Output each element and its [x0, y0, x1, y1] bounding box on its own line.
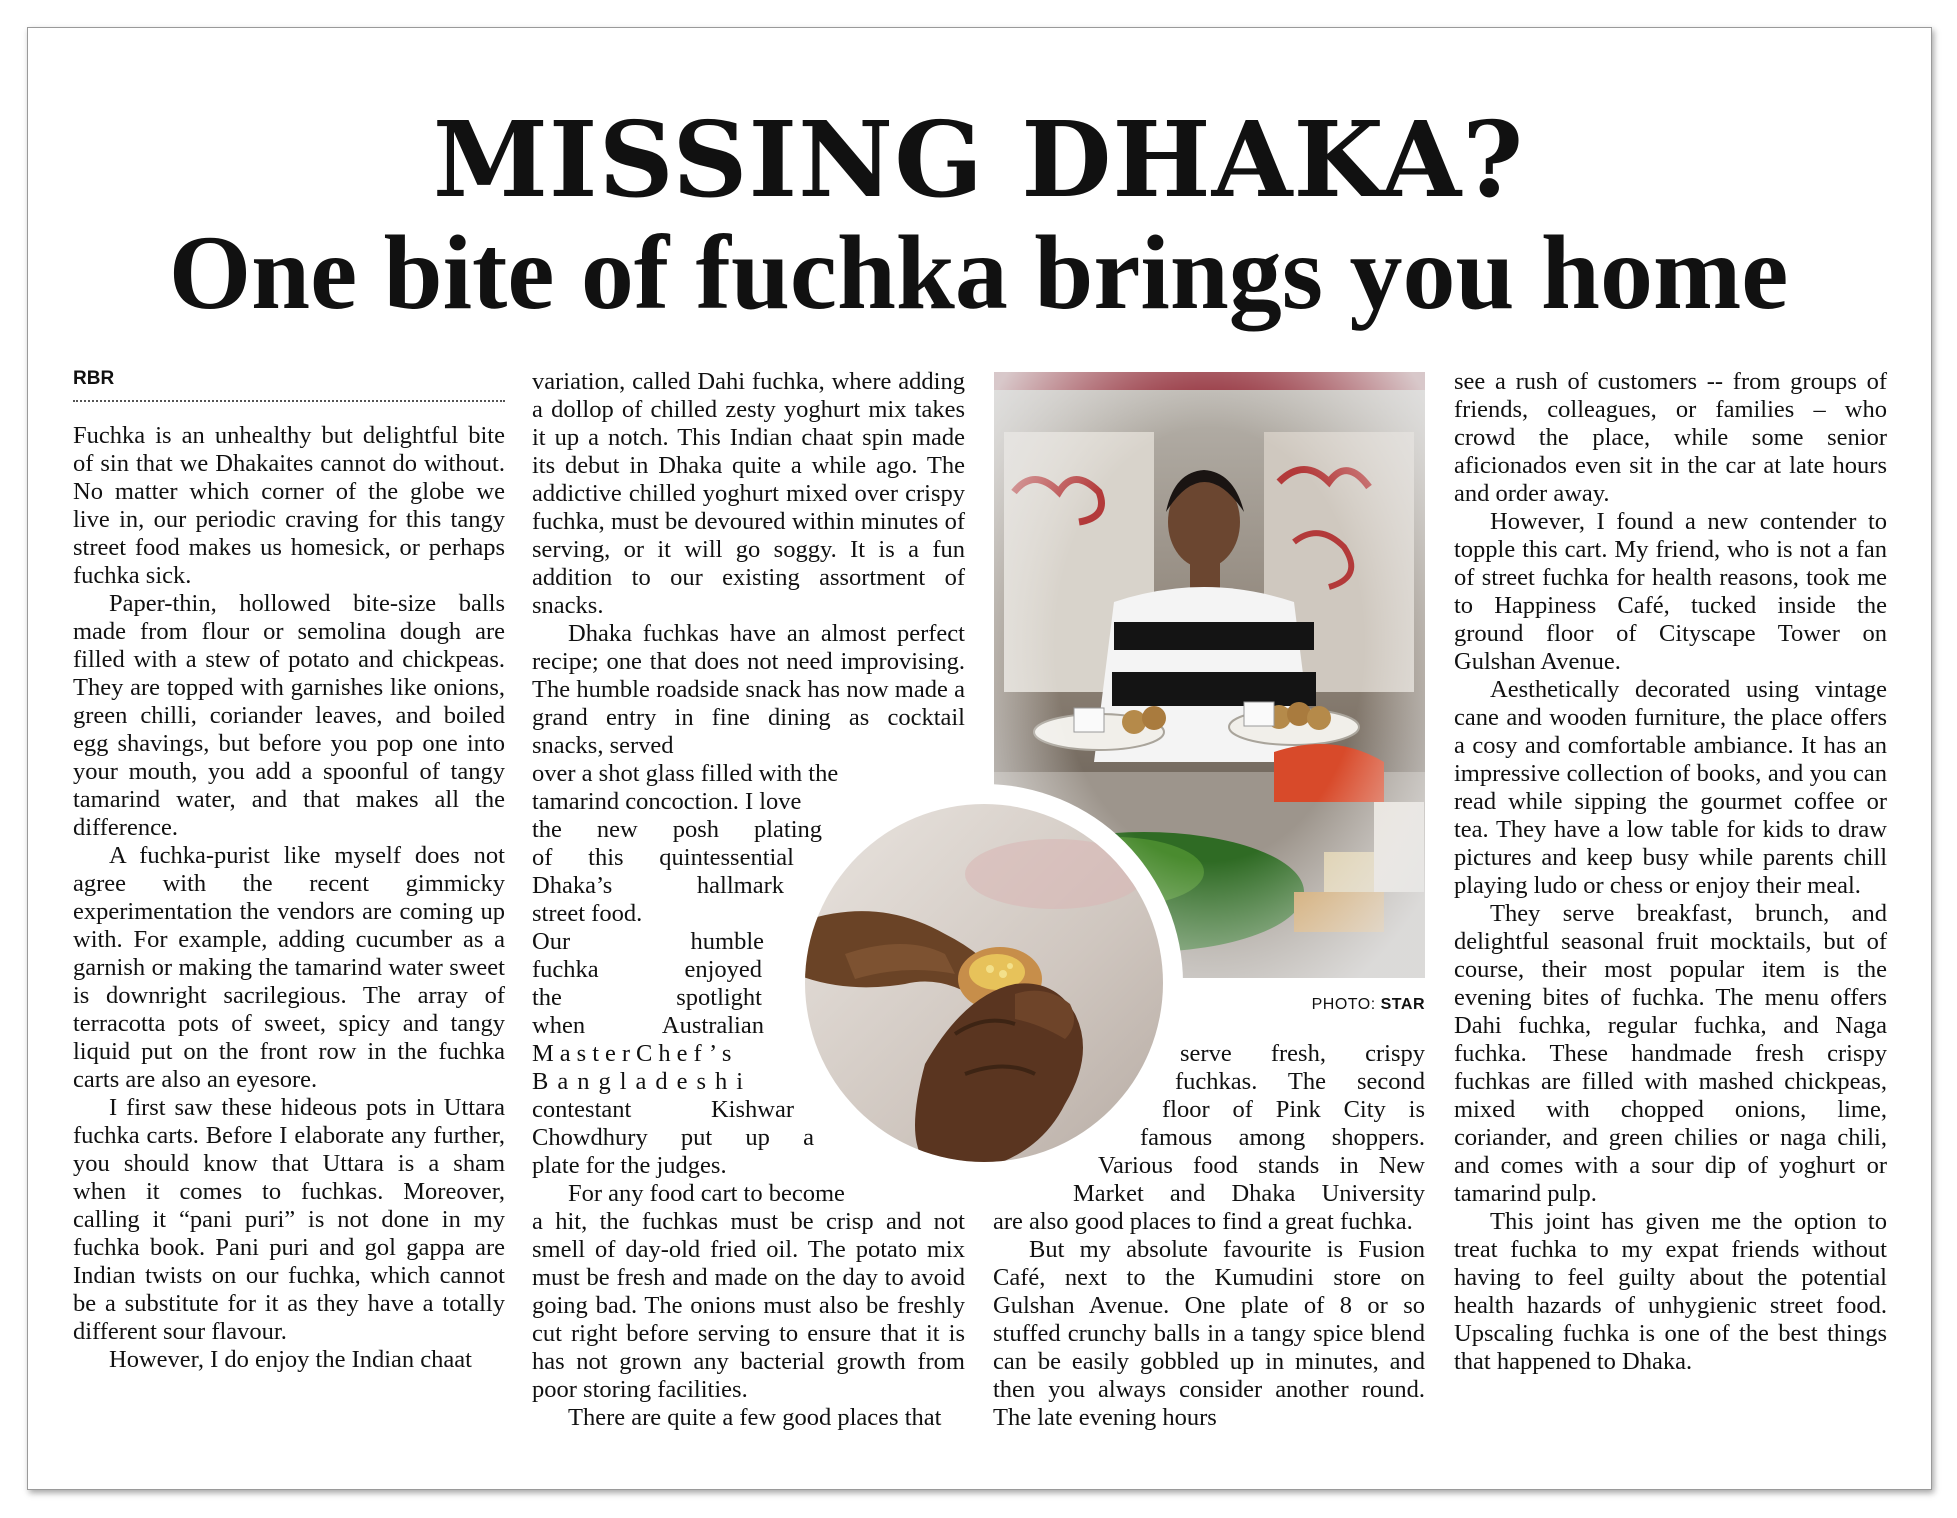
column-2-wrap-line: the new posh plating	[532, 816, 822, 843]
column-2-wrap-line: when Australian	[532, 1012, 764, 1039]
paragraph: This joint has given me the option to treat fuchka to my expat friends without having to feel guilty about the potential health hazards of unhygienic street food. Upscaling fuchka is one of the best things that happened to Dhaka.	[1454, 1208, 1887, 1375]
column-3-wrap-line: Market and Dhaka University	[1073, 1180, 1425, 1207]
column-2-wrap-line: over a shot glass filled with the	[532, 760, 839, 787]
column-2	[532, 368, 965, 760]
paragraph: Paper-thin, hollowed bite-size balls made from flour or semolina dough are filled with a stew of potato and chickpeas. They are topped with garnishes like onions, green chilli, coriander leaves, and boiled egg shavings, but before you pop one into your mouth, you add a spoonful of tangy tamarind water, and that makes all the difference.	[73, 590, 505, 841]
paragraph: Fuchka is an unhealthy but delightful bite of sin that we Dhakaites cannot do without. No matter which corner of the globe we live in, our periodic craving for this tangy street food makes us homesick, or perhaps fuchka sick.	[73, 422, 505, 589]
paragraph: variation, called Dahi fuchka, where adding a dollop of chilled zesty yoghurt mix takes it up a notch. This Indian chaat spin made its debut in Dhaka quite a while ago. The addictive chilled yoghurt mixed over crispy fuchka, must be devoured within minutes of serving, or it will go soggy. It is a fun addition to our existing assortment of snacks.	[532, 368, 965, 619]
column-2-wrap-line: of this quintessential	[532, 844, 794, 871]
paragraph: see a rush of customers -- from groups of friends, colleagues, or families – who crowd the place, while some senior aficionados even sit in the car at late hours and order away.	[1454, 368, 1887, 507]
paragraph: However, I do enjoy the Indian chaat	[109, 1346, 472, 1373]
photo-credit: PHOTO: STAR	[1311, 996, 1425, 1013]
column-2-wrap-line: street food.	[532, 900, 643, 927]
column-2-wrap-line: MasterChef’s	[532, 1040, 738, 1067]
column-2-wrap-line: the spotlight	[532, 984, 762, 1011]
column-2-wrap-line: plate for the judges.	[532, 1152, 727, 1179]
hand-holding-fuchka-art	[805, 804, 1163, 1162]
column-3-wrap-line: serve fresh, crispy	[1180, 1040, 1425, 1067]
paragraph: There are quite a few good places that	[568, 1404, 942, 1431]
byline: RBR	[73, 368, 505, 402]
paragraph: Aesthetically decorated using vintage cane and wooden furniture, the place offers a cosy and comfortable ambiance. It has an impressive collection of books, and you can read while sipping the gourmet coffee or tea. They have a low table for kids to draw pictures and keep busy while parents chill playing ludo or chess or enjoy their meal.	[1454, 676, 1887, 899]
column-2-bottom	[532, 1208, 965, 1432]
column-2-wrap-line: tamarind concoction. I love	[532, 788, 802, 815]
paragraph: A fuchka-purist like myself does not agree with the recent gimmicky experimentation the vendors are coming up with. For example, adding cucumber as a garnish or making the tamarind water sweet is downright sacrilegious. The array of terracotta pots of sweet, spicy and tangy liquid put on the front row in the fuchka carts are also an eyesore.	[73, 842, 505, 1093]
paragraph: However, I found a new contender to topple this cart. My friend, who is not a fan of street fuchka for health reasons, took me to Happiness Café, tucked inside the ground floor of Cityscape Tower on Gulshan Avenue.	[1454, 508, 1887, 675]
column-2-wrap-line: contestant Kishwar	[532, 1096, 794, 1123]
column-2-wrap-line: Dhaka’s hallmark	[532, 872, 784, 899]
column-3-wrap-line: famous among shoppers.	[1140, 1124, 1425, 1151]
paragraph: I first saw these hideous pots in Uttara fuchka carts. Before I elaborate any further, you should know that Uttara is a sham when it comes to fuchkas. Moreover, calling it “pani puri” is not done in my fuchka book. Pani puri and gol gappa are Indian twists on our fuchka, which cannot be a substitute for it as they have a totally different sour flavour.	[73, 1094, 505, 1345]
paragraph: They serve breakfast, brunch, and delightful seasonal fruit mocktails, but of course, their most popular item is the evening bites of fuchka. The menu offers Dahi fuchka, regular fuchka, and Naga fuchka. These handmade fresh crispy fuchkas are filled with mashed chickpeas, mixed with chopped onions, lime, coriander, and green chilies or naga chili, and comes with a sour dip of yoghurt or tamarind pulp.	[1454, 900, 1887, 1207]
column-3-wrap-line: Various food stands in New	[1098, 1152, 1425, 1179]
column-4	[1454, 368, 1887, 1376]
column-2-wrap-line: fuchka enjoyed	[532, 956, 762, 983]
column-2-wrap-line: For any food cart to become	[568, 1180, 845, 1207]
column-3-bottom	[993, 1208, 1425, 1432]
paragraph: are also good places to find a great fuchka.	[993, 1208, 1413, 1235]
column-2-wrap-line: Bangladeshi	[532, 1068, 753, 1095]
paragraph: But my absolute favourite is Fusion Café, next to the Kumudini store on Gulshan Avenue. One plate of 8 or so stuffed crunchy balls in a tangy spice blend can be easily gobbled up in minutes, and then you always consider another round. The late evening hours	[993, 1236, 1425, 1431]
paragraph: Dhaka fuchkas have an almost perfect recipe; one that does not need improvising. The humble roadside snack has now made a grand entry in fine dining as cocktail snacks, served	[532, 620, 965, 759]
column-1	[73, 422, 505, 1374]
paragraph: a hit, the fuchkas must be crisp and not smell of day-old fried oil. The potato mix must be fresh and made on the day to avoid going bad. The onions must also be freshly cut right before serving to ensure that it is has not grown any bacterial growth from poor storing facilities.	[532, 1208, 965, 1403]
column-3-wrap-line: floor of Pink City is	[1162, 1096, 1425, 1123]
column-3-wrap-line: fuchkas. The second	[1175, 1068, 1425, 1095]
kicker-heading: MISSING DHAKA?	[432, 98, 1525, 221]
column-2-wrap-line: Our humble	[532, 928, 764, 955]
headline: One bite of fuchka brings you home	[168, 214, 1789, 331]
hand-holding-fuchka-photo	[805, 804, 1163, 1162]
column-2-wrap-line: Chowdhury put up a	[532, 1124, 814, 1151]
